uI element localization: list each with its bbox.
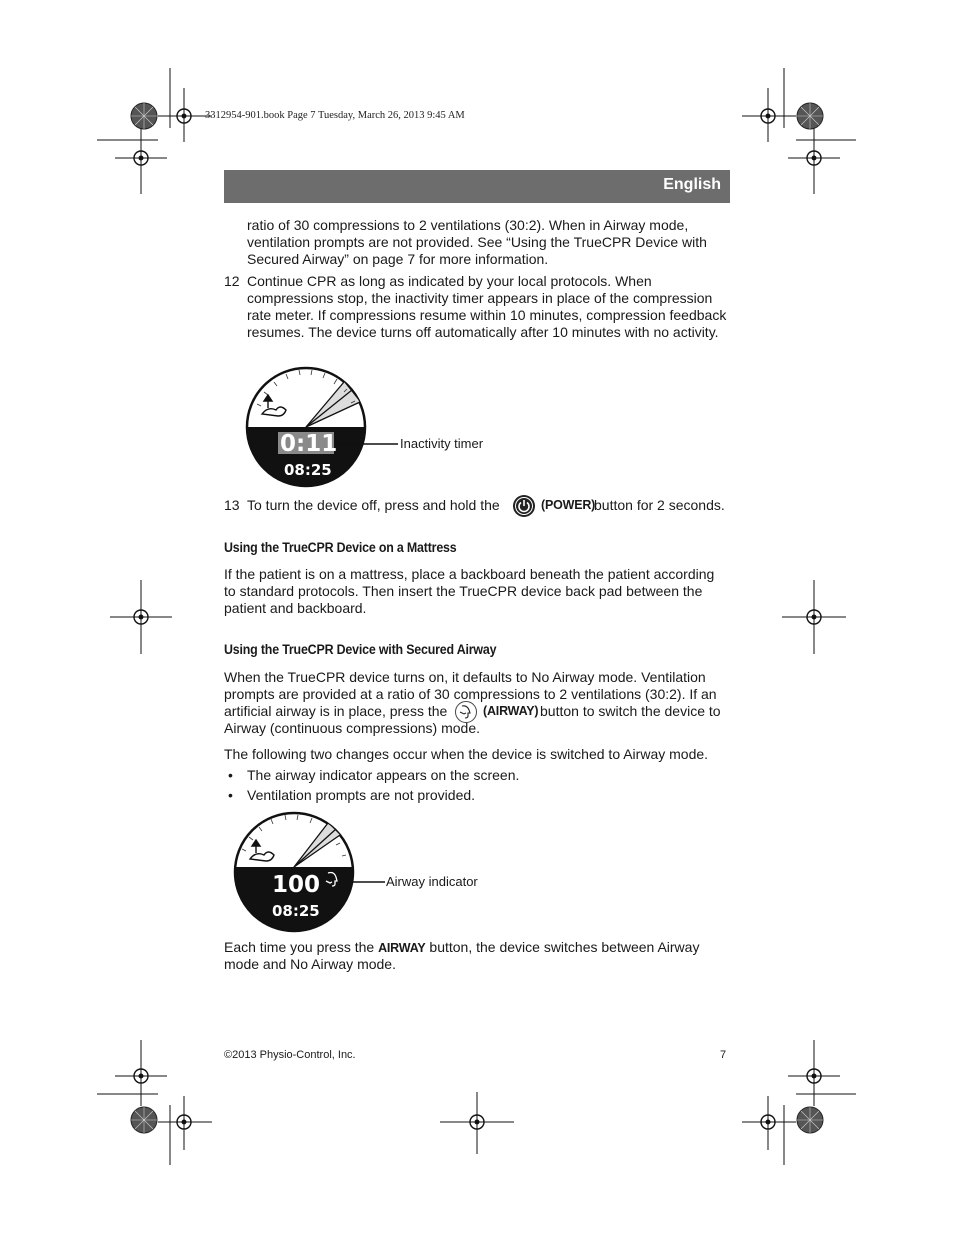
device-display-airway [228,809,360,935]
step13-text-after: button for 2 seconds. [594,497,725,513]
device-display-inactivity [240,364,372,490]
inactivity-timer-callout: Inactivity timer [400,436,484,451]
bullet-dot: • [228,767,233,783]
callout-line-2 [352,881,386,883]
elapsed-time: 08:25 [272,902,320,920]
closing-after: button, the device switches between Airway [429,939,700,955]
bullet-item: The airway indicator appears on the screen. [247,767,520,783]
mattress-body: If the patient is on a mattress, place a backboard beneath the patient according to standard protocols. Then insert the TrueCPR device back pad between the patient and backboard. [224,566,715,616]
step13-number: 13 [224,497,240,513]
callout-line-1 [335,443,400,445]
inactivity-timer-value: 0:11 [280,431,338,457]
step11-continuation: ratio of 30 compressions to 2 ventilations (30:2). When in Airway mode, ventilation prompts are not provided. See “Using the TrueCPR Device with Secured Airway” on page 7 for more information. [247,217,707,267]
heading-mattress: Using the TrueCPR Device on a Mattress [224,540,457,555]
bullet-dot: • [228,787,233,803]
airway-para1-line4: Airway (continuous compressions) mode. [224,720,480,736]
language-label: English [663,176,721,193]
power-icon [512,494,536,518]
airway-para1-line1: When the TrueCPR device turns on, it defaults to No Airway mode. Ventilation [224,669,706,685]
closing-line1 [224,939,699,957]
step13-text-before: To turn the device off, press and hold the [247,497,500,513]
step12-number: 12 [224,273,240,289]
elapsed-time: 08:25 [284,461,332,479]
airway-para2: The following two changes occur when the device is switched to Airway mode. [224,746,709,762]
airway-button-label: (AIRWAY) [483,704,539,718]
power-button-label: (POWER) [541,498,596,512]
language-tab [224,170,730,203]
compression-rate-value: 100 [272,872,321,898]
airway-para1-line2: prompts are provided at a ratio of 30 compressions to 2 ventilations (30:2). If an [224,686,717,702]
footer-copyright: ©2013 Physio-Control, Inc. [224,1049,356,1061]
airway-para1-line3-after: button to switch the device to [540,703,721,719]
bullet-item: Ventilation prompts are not provided. [247,787,476,803]
closing-before: Each time you press the [224,939,375,955]
heading-secured-airway: Using the TrueCPR Device with Secured Airway [224,642,497,657]
airway-indicator-callout: Airway indicator [386,874,478,889]
page-number: 7 [720,1049,727,1061]
closing-airway-label: AIRWAY [378,941,426,955]
step12-text: Continue CPR as long as indicated by your local protocols. When compressions stop, the inactivity timer appears in place of the compression rate meter. If compressions resume within 10 minutes, compression feedback resumes. The device turns off automatically after 10 minutes with no activity. [247,273,727,340]
book-header: 3312954-901.book Page 7 Tuesday, March 26, 2013 9:45 AM [205,110,465,121]
airway-para1-line3-before: artificial airway is in place, press the [224,703,448,719]
closing-line2: mode and No Airway mode. [224,956,396,972]
